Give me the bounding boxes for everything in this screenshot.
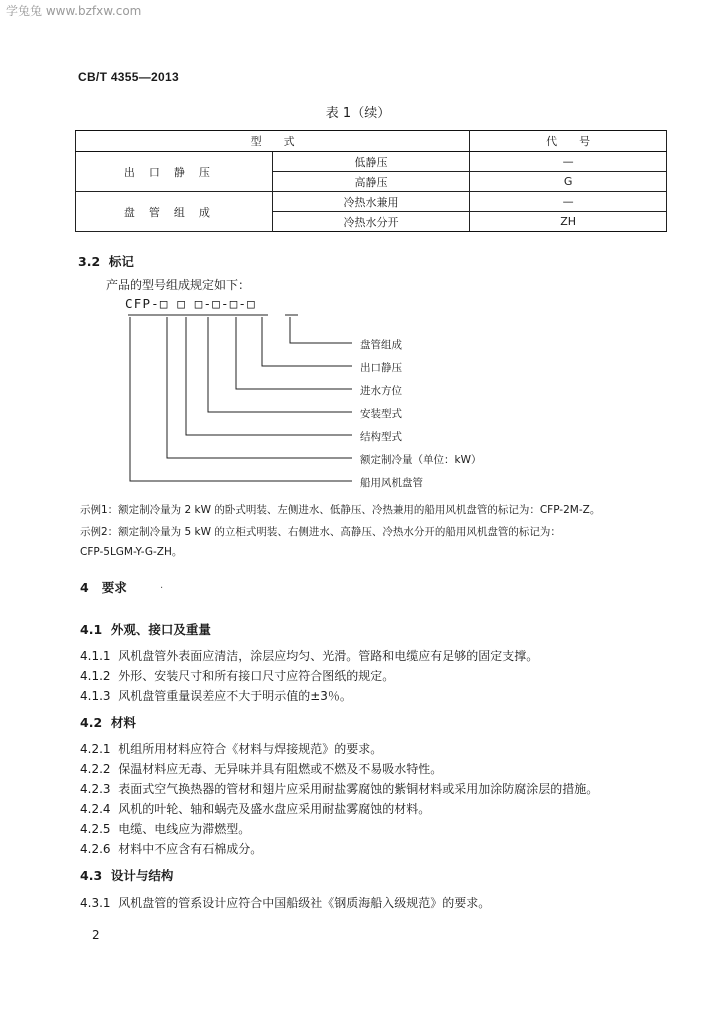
- diagram-label: 安装型式: [360, 408, 402, 420]
- clause-text: 保温材料应无毒、无异味并具有阻燃或不燃及不易吸水特性。: [118, 762, 443, 776]
- code-cell: ZH: [470, 212, 667, 232]
- code-cell: G: [470, 172, 667, 192]
- marking-intro: 产品的型号组成规定如下：: [106, 278, 251, 292]
- clause-number: 4.3.1: [80, 896, 111, 910]
- clause: [80, 840, 262, 857]
- diagram-label: 额定制冷量（单位：kW）: [360, 454, 482, 466]
- sub-type: 高静压: [272, 172, 470, 192]
- example-2-cont: CFP-5LGM-Y-G-ZH。: [80, 546, 183, 558]
- example-2: 示例2：额定制冷量为 5 kW 的立柜式明装、右侧进水、高静压、冷热水分开的船用风机盘管的标记为：: [80, 526, 561, 538]
- section-4-heading: [80, 578, 127, 596]
- code-cell: —: [470, 192, 667, 212]
- standard-id: CB/T 4355—2013: [78, 70, 179, 84]
- clause: [80, 800, 430, 817]
- clause-text: 材料中不应含有石棉成分。: [118, 842, 263, 856]
- clause-text: 风机盘管的管系设计应符合中国船级社《钢质海船入级规范》的要求。: [118, 896, 491, 910]
- clause: [80, 820, 250, 837]
- clause-number: 4.2.3: [80, 782, 111, 796]
- page-number: 2: [92, 928, 100, 942]
- section-title: 材料: [110, 715, 136, 730]
- section-4-1-heading: [80, 620, 211, 638]
- diagram-label: 出口静压: [360, 362, 402, 374]
- clause: [80, 667, 394, 684]
- clause-number: 4.2.4: [80, 802, 111, 816]
- clause: [80, 780, 598, 797]
- watermark: 学兔兔 www.bzfxw.com: [6, 4, 142, 18]
- sub-type: 冷热水分开: [272, 212, 470, 232]
- code-cell: —: [470, 152, 667, 172]
- clause-number: 4.1.1: [80, 649, 111, 663]
- clause-text: 电缆、电线应为滞燃型。: [118, 822, 251, 836]
- diagram-label: 结构型式: [360, 431, 402, 443]
- clause-number: 4.2.5: [80, 822, 111, 836]
- clause-number: 4.1.2: [80, 669, 111, 683]
- section-title: 外观、接口及重量: [110, 622, 211, 637]
- section-title: 要求: [101, 580, 127, 595]
- section-4-2-heading: [80, 713, 136, 731]
- model-code: CFP-□ □ □-□-□-□: [125, 296, 256, 311]
- section-number: 4.3: [80, 868, 103, 883]
- section-number: 4.1: [80, 622, 103, 637]
- sub-type: 冷热水兼用: [272, 192, 470, 212]
- clause: [80, 894, 490, 911]
- clause-text: 风机盘管外表面应清洁，涂层应均匀、光滑。管路和电缆应有足够的固定支撑。: [118, 649, 539, 663]
- group-name: 出口静压: [76, 152, 273, 192]
- clause-text: 风机的叶轮、轴和蜗壳及盛水盘应采用耐盐雾腐蚀的材料。: [118, 802, 431, 816]
- clause: [80, 740, 382, 757]
- section-number: 4.2: [80, 715, 103, 730]
- diagram-label: 进水方位: [360, 385, 402, 397]
- clause-text: 外形、安装尺寸和所有接口尺寸应符合图纸的规定。: [118, 669, 395, 683]
- example-1: 示例1：额定制冷量为 2 kW 的卧式明装、左侧进水、低静压、冷热兼用的船用风机盘管的标记为：CFP-2M-Z。: [80, 504, 601, 516]
- section-number: 4: [80, 580, 89, 595]
- diagram-label: 船用风机盘管: [360, 477, 423, 489]
- clause-text: 表面式空气换热器的管材和翅片应采用耐盐雾腐蚀的紫铜材料或采用加涂防腐涂层的措施。: [118, 782, 599, 796]
- diagram-label: 盘管组成: [360, 339, 402, 351]
- clause-number: 4.2.2: [80, 762, 111, 776]
- clause-text: 风机盘管重量误差应不大于明示值的±3％。: [118, 689, 352, 703]
- clause: [80, 687, 352, 704]
- section-4-3-heading: [80, 866, 173, 884]
- stray-mark: .: [160, 580, 164, 591]
- clause-text: 机组所用材料应符合《材料与焊接规范》的要求。: [118, 742, 383, 756]
- sub-type: 低静压: [272, 152, 470, 172]
- section-title: 设计与结构: [110, 868, 174, 883]
- clause: [80, 760, 442, 777]
- clause-number: 4.2.6: [80, 842, 111, 856]
- section-number: 3.2: [78, 254, 101, 269]
- clause-number: 4.1.3: [80, 689, 111, 703]
- clause-number: 4.2.1: [80, 742, 111, 756]
- header-type: 型 式: [76, 131, 470, 152]
- clause: [80, 647, 538, 664]
- table-caption: 表 1（续）: [325, 106, 391, 121]
- header-code: 代 号: [470, 131, 667, 152]
- section-title: 标记: [108, 254, 134, 269]
- group-name: 盘管组成: [76, 192, 273, 232]
